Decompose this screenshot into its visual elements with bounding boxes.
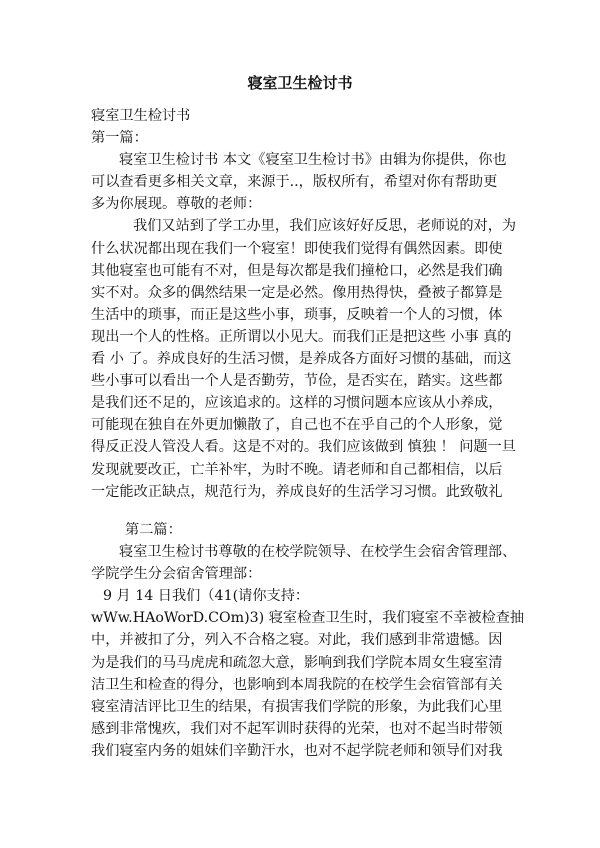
part1-body-line: 生活中的琐事，而正是这些小事，琐事，反映着一个人的习惯，体 [91, 306, 503, 323]
part2-line: 为是我们的马马虎虎和疏忽大意，影响到我们学院本周女生寝室清 [91, 654, 503, 671]
document-body-part1 [91, 105, 523, 503]
part2-line: 我们寝室内务的姐妹们辛勤汗水，也对不起学院老师和领导们对我 [91, 742, 503, 759]
document-title: 寝室卫生检讨书 [247, 74, 353, 92]
document-subtitle: 寝室卫生检讨书 [91, 108, 191, 124]
part1-body-line: 一定能改正缺点，规范行为，养成良好的生活学习习惯。此致敬礼 [91, 483, 503, 500]
part1-intro-line: 多为你展现。尊敬的老师： [91, 196, 262, 213]
part1-body-line: 看 小 了。养成良好的生活习惯，是养成各方面好习惯的基础，而这 [91, 351, 512, 368]
part1-body-line: 得反正没人管没人看。这是不对的。我们应该做到 慎独 ！ 问题一旦 [91, 439, 516, 456]
part1-body-line: 什么状况都出现在我们一个寝室！即使我们觉得有偶然因素。即使 [91, 240, 503, 257]
part1-intro-line: 寝室卫生检讨书 本文《寝室卫生检讨书》由辑为你提供，你也 [119, 152, 507, 169]
part2-line: 中，并被扣了分，列入不合格之寝。对此，我们感到非常遗憾。因 [91, 632, 503, 649]
part1-intro-line: 可以查看更多相关文章，来源于..，版权所有，希望对你有帮助更 [91, 174, 498, 191]
document-body-part2 [91, 519, 523, 762]
part2-line: wWw.HAoWorD.COm)3) 寝室检查卫生时，我们寝室不幸被检查抽 [91, 610, 525, 627]
part2-line: 学院学生分会宿舍管理部： [91, 566, 262, 583]
part1-body-line: 发现就要改正，亡羊补牢，为时不晚。请老师和自己都相信，以后 [91, 461, 503, 478]
part1-body-line: 我们又站到了学工办里，我们应该好好反思，老师说的对，为 [133, 218, 517, 235]
part1-body-line: 些小事可以看出一个人是否勤劳，节俭，是否实在，踏实。这些都 [91, 373, 503, 390]
part1-body-line: 其他寝室也可能有不对，但是每次都是我们撞枪口，必然是我们确 [91, 262, 503, 279]
part1-body-line: 实不对。众多的偶然结果一定是必然。像用热得快，叠被子都算是 [91, 284, 503, 301]
part2-line: 感到非常愧疚，我们对不起军训时获得的光荣，也对不起当时带领 [91, 720, 503, 737]
part1-body-line: 现出一个人的性格。正所谓以小见大。而我们正是把这些 小事 真的 [91, 328, 512, 345]
part1-body-line: 可能现在独自在外更加懒散了，自己也不在乎自己的个人形象，觉 [91, 417, 503, 434]
part2-line: 寝室清洁评比卫生的结果，有损害我们学院的形象，为此我们心里 [91, 698, 503, 715]
part2-line: 洁卫生和检查的得分，也影响到本周我院的在校学生会宿管部有关 [91, 676, 503, 693]
part2-heading: 第二篇： [125, 522, 182, 538]
part2-line: 9 月 14 日我们（41(请你支持： [103, 588, 310, 605]
part1-heading: 第一篇： [91, 130, 148, 147]
part2-line: 寝室卫生检讨书尊敬的在校学院领导、在校学生会宿舍管理部、 [119, 544, 517, 561]
part1-body-line: 是我们还不足的，应该追求的。这样的习惯问题本应该从小养成， [91, 395, 503, 412]
